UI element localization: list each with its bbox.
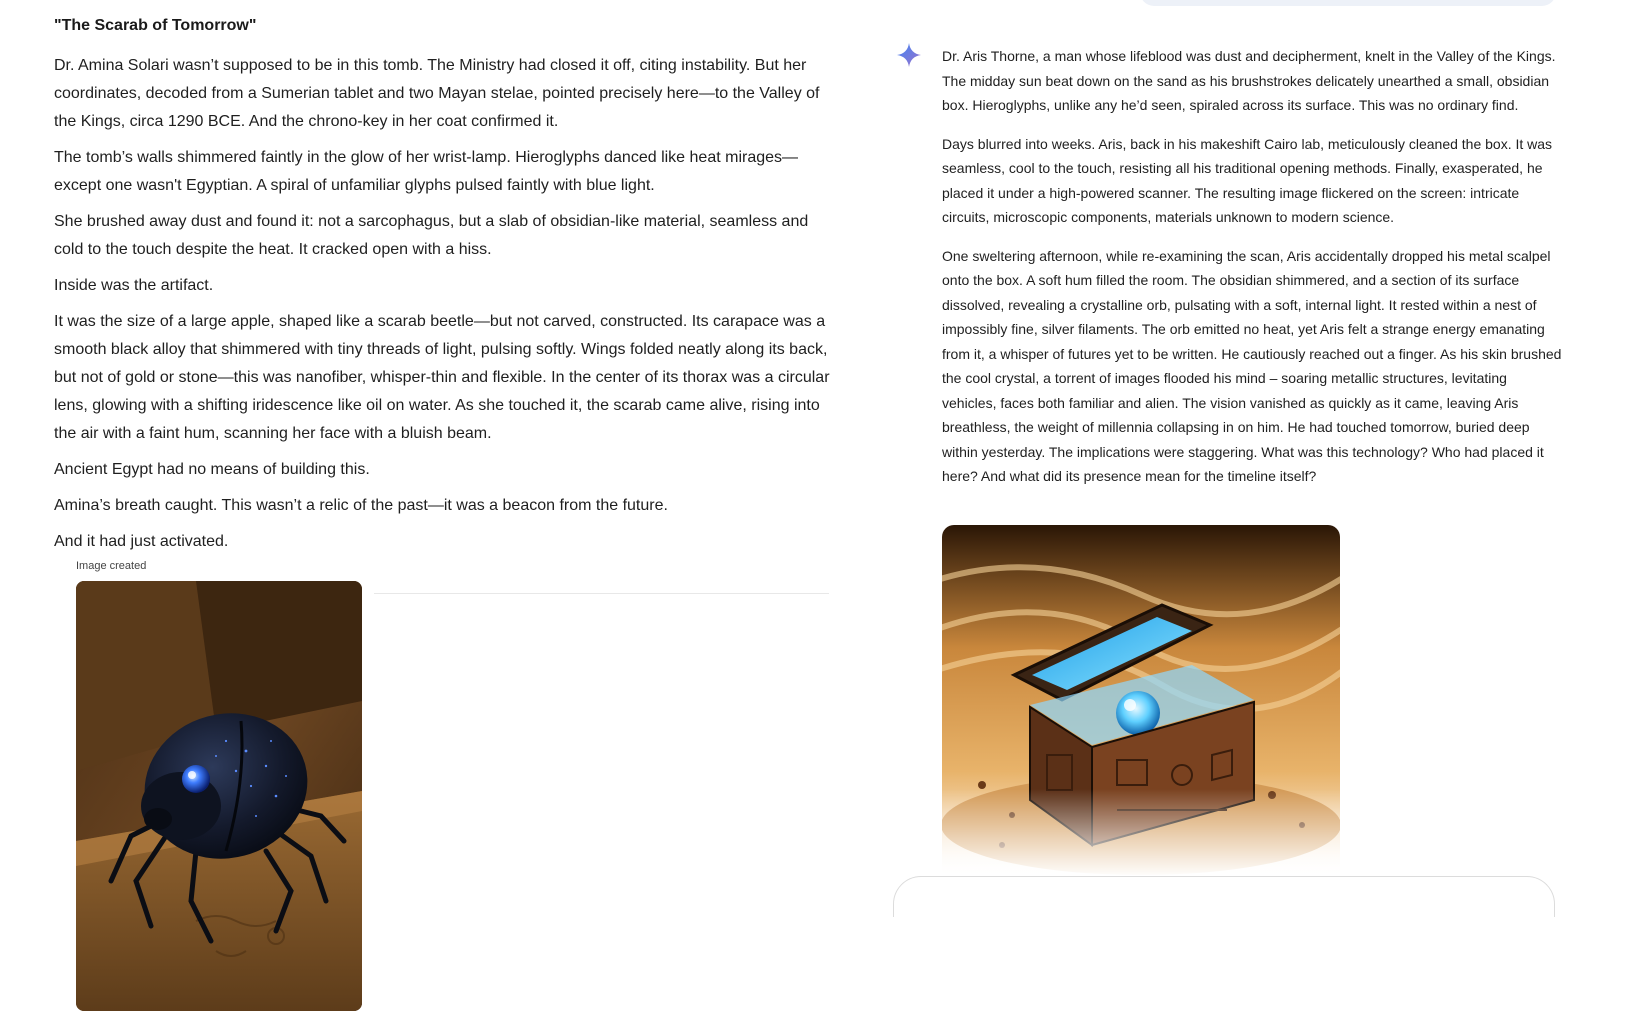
sparkle-icon xyxy=(896,42,922,68)
story-paragraph: Inside was the artifact. xyxy=(54,277,214,294)
left-response xyxy=(54,14,834,564)
scarab-generated-image[interactable] xyxy=(76,581,362,1011)
story-paragraph: It was the size of a large apple, shaped like a scarab beetle—but not carved, constructed. Its carapace was a smooth black alloy that shimmered with tiny threads of light, pulsing softly. Wings folded neatly along its back, but not of gold or stone—this was nanofiber, whisper-thin and flexible. In the center of its thorax was a circular lens, glowing with a shifting iridescence like oil on water. As she touched it, the scarab came alive, rising into the air with a faint hum, scanning her face with a bluish beam. xyxy=(54,313,830,442)
prompt-pill xyxy=(1140,0,1556,6)
prompt-input-bar[interactable] xyxy=(893,876,1555,917)
story-paragraph: And it had just activated. xyxy=(54,533,229,550)
right-response xyxy=(942,44,1562,503)
image-caption: Image created xyxy=(76,560,147,572)
response-paragraph: One sweltering afternoon, while re-examining the scan, Aris accidentally dropped his metal scalpel onto the box. A soft hum filled the room. The obsidian shimmered, and a section of its surface dissolved, revealing a crystalline orb, pulsating with a soft, internal light. It rested within a nest of impossibly fine, silver filaments. The orb emitted no heat, yet Aris felt a strange energy emanating from it, a whisper of futures yet to be written. He cautiously reached out a finger. As his skin brushed the cool crystal, a torrent of images flooded his mind – soaring metallic structures, levitating vehicles, faces both familiar and alien. The vision vanished as quickly as it came, leaving Aris breathless, the weight of millennia collapsing in on him. He had touched tomorrow, buried deep within yesterday. The implications were staggering. What was this technology? Who had placed it here? And what did its presence mean for the timeline itself? xyxy=(942,247,1562,484)
story-paragraph: Dr. Amina Solari wasn’t supposed to be in this tomb. The Ministry had closed it off, citing instability. But her coordinates, decoded from a Sumerian tablet and two Mayan stelae, pointed precisely here—to the Valley of the Kings, circa 1290 BCE. And the chrono-key in her coat confirmed it. xyxy=(54,57,820,130)
story-title: "The Scarab of Tomorrow" xyxy=(54,17,257,34)
obsidian-box-generated-image[interactable] xyxy=(942,525,1340,877)
story-paragraph: The tomb’s walls shimmered faintly in the glow of her wrist-lamp. Hieroglyphs danced like heat mirages—except one wasn't Egyptian. A spiral of unfamiliar glyphs pulsed faintly with blue light. xyxy=(54,149,799,194)
divider xyxy=(374,593,829,594)
story-paragraph: Ancient Egypt had no means of building this. xyxy=(54,461,370,478)
story-paragraph: Amina’s breath caught. This wasn’t a relic of the past—it was a beacon from the future. xyxy=(54,497,668,514)
story-paragraph: She brushed away dust and found it: not a sarcophagus, but a slab of obsidian-like material, seamless and cold to the touch despite the heat. It cracked open with a hiss. xyxy=(54,213,809,258)
response-paragraph: Dr. Aris Thorne, a man whose lifeblood was dust and decipherment, knelt in the Valley of the Kings. The midday sun beat down on the sand as his brushstrokes delicately unearthed a small, obsidian box. Hieroglyphs, unlike any he’d seen, spiraled across its surface. This was no ordinary find. xyxy=(942,48,1556,113)
response-paragraph: Days blurred into weeks. Aris, back in his makeshift Cairo lab, meticulously cleaned the box. It was seamless, cool to the touch, resisting all his traditional opening methods. Finally, exasperated, he placed it under a high-powered scanner. The resulting image flickered on the screen: intricate circuits, microscopic components, materials unknown to modern science. xyxy=(942,135,1553,225)
